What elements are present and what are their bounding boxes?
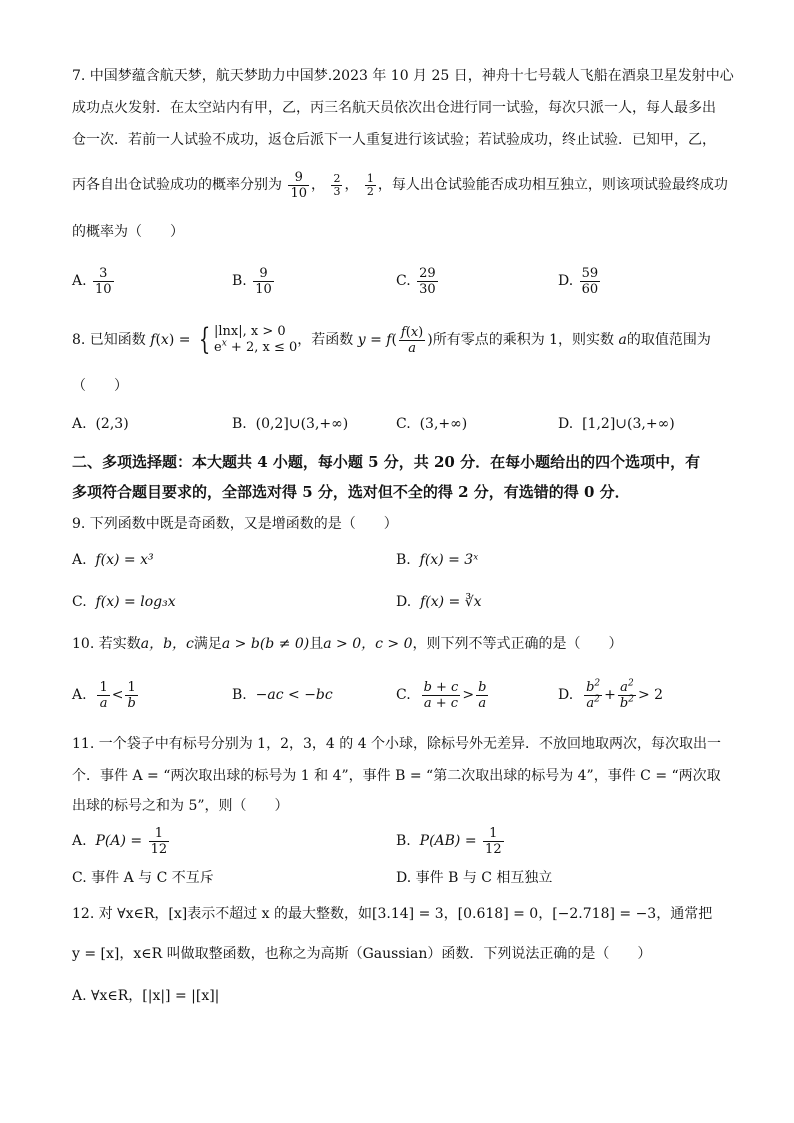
q10-stem: 10. 若实数a，b，c满足a > b(b ≠ 0)且a > 0，c > 0，则下列不等式正确的是（ ） <box>72 636 623 652</box>
q9-option-b: B. f(x) = 3ˣ <box>396 552 479 568</box>
q10-option-a: A. $\frac{1}{a}$ < $\frac{1}{b}$ <box>72 679 136 711</box>
q8-option-d: D. [1,2]∪(3,+∞) <box>558 416 675 432</box>
q11-option-b: B. P(AB) = $\frac{1}{12}$ <box>396 825 502 857</box>
q11-line3: 出球的标号之和为 5”，则（ ） <box>72 798 289 814</box>
q10-option-c: C. $\frac{b + c}{a + c}$ > $\frac{b}{a}$ <box>396 679 487 711</box>
q7-option-d: D. $\frac{59}{60}$ <box>558 265 599 297</box>
q7-line1: 7. 中国梦蕴含航天梦，航天梦助力中国梦.2023 年 10 月 25 日，神舟十七号载人飞船在酒泉卫星发射中心 <box>72 68 734 84</box>
q7-line4-post: ，每人出仓试验能否成功相互独立，则该项试验最终成功 <box>377 177 728 193</box>
q8-option-b: B. (0,2]∪(3,+∞) <box>232 416 349 432</box>
q7-option-c: C. $\frac{29}{30}$ <box>396 265 436 297</box>
q12-option-a: A. ∀x∈R，[|x|] = |[x]| <box>72 988 220 1004</box>
prob-fraction: $\frac{2}{3}$ <box>333 171 341 198</box>
q7-line4: 丙各自出仓试验成功的概率分别为 $\frac{9}{10}$ ， $\frac{2}{3}$ ， $\frac{1}{2}$ ，每人出仓试验能否成功相互独立，则该项试验最终成功 <box>72 169 728 201</box>
piecewise-cases: |lnx|, x > 0 $e^x + 2$, x ≤ 0 <box>214 324 298 355</box>
prob-fraction: $\frac{1}{2}$ <box>366 171 374 198</box>
q7-line3: 仓一次．若前一人试验不成功，返仓后派下一人重复进行该试验；若试验成功，终止试验．已知甲，乙， <box>72 132 716 148</box>
q9-stem: 9. 下列函数中既是奇函数，又是增函数的是（ ） <box>72 516 398 532</box>
q9-option-d: D. f(x) = ∛x <box>396 594 482 610</box>
q10-option-b: B. −ac < −bc <box>232 687 333 703</box>
q7-line5: 的概率为（ ） <box>72 224 184 240</box>
q12-line1: 12. 对 ∀x∈R，[x]表示不超过 x 的最大整数，如[3.14] = 3，[0.618] = 0，[−2.718] = −3，通常把 <box>72 906 713 922</box>
q11-option-d: D. 事件 B 与 C 相互独立 <box>396 870 553 886</box>
prob-fraction: $\frac{9}{10}$ <box>290 169 307 201</box>
q12-line2: y = [x]，x∈R 叫做取整函数，也称之为高斯（Gaussian）函数．下列说法正确的是（ ） <box>72 946 652 962</box>
q10-option-d: D. $\frac{b^2}{a^2}$ + $\frac{a^2}{b^2}$ > 2 <box>558 678 664 711</box>
q7-line2: 成功点火发射．在太空站内有甲，乙，丙三名航天员依次出仓进行同一试验，每次只派一人，每人最多出 <box>72 100 716 116</box>
q9-option-a: A. f(x) = x³ <box>72 552 154 568</box>
q8-paren: （ ） <box>72 378 128 394</box>
section-heading-line2: 多项符合题目要求的，全部选对得 5 分，选对但不全的得 2 分，有选错的得 0 分． <box>72 483 630 501</box>
section-heading-line1: 二、多项选择题：本大题共 4 小题，每小题 5 分，共 20 分．在每小题给出的四个选项中，有 <box>72 453 701 471</box>
q11-option-a: A. P(A) = $\frac{1}{12}$ <box>72 825 168 857</box>
q11-option-c: C. 事件 A 与 C 不互斥 <box>72 870 214 886</box>
q9-option-c: C. f(x) = log₃x <box>72 594 176 610</box>
q7-option-b: B. $\frac{9}{10}$ <box>232 265 272 297</box>
q8-stem: 8. 已知函数 f(x) = { |lnx|, x > 0 $e^x + 2$, x ≤ 0 ，若函数 y = f( $\frac{f(x)}{a}$ )所有零点的乘积为 1，则实数 a的取值范围为 <box>72 322 711 357</box>
q8-option-a: A. (2,3) <box>72 416 129 432</box>
q7-option-a: A. $\frac{3}{10}$ <box>72 265 112 297</box>
q7-line4-pre: 丙各自出仓试验成功的概率分别为 <box>72 177 282 193</box>
q11-line1: 11. 一个袋子中有标号分别为 1，2，3，4 的 4 个小球，除标号外无差异．不放回地取两次，每次取出一 <box>72 736 722 752</box>
q11-line2: 个．事件 A = “两次取出球的标号为 1 和 4”，事件 B = “第二次取出球的标号为 4”，事件 C = “两次取 <box>72 768 721 784</box>
q8-option-c: C. (3,+∞) <box>396 416 468 432</box>
